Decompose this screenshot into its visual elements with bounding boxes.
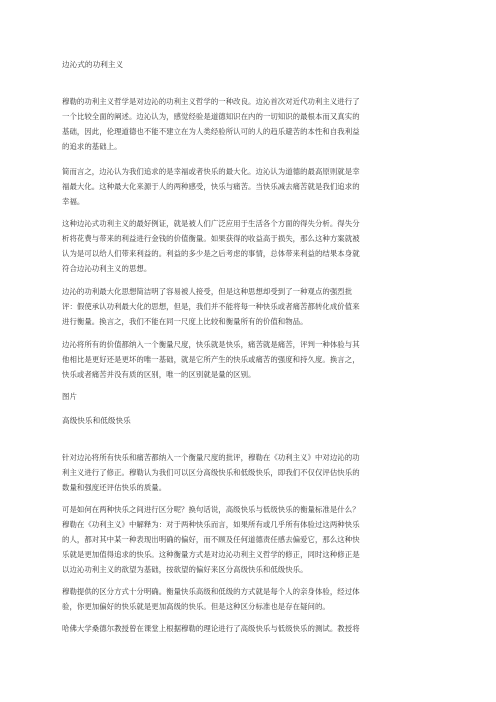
paragraph-line: 验，你更加偏好的快乐就是更加高级的快乐。但是这种区分标准也是存在疑问的。	[62, 602, 330, 611]
section-heading: 高级快乐和低级快乐	[62, 416, 131, 425]
paragraph-line: 针对边沁将所有快乐和痛苦都纳入一个衡量尺度的批评，穆勒在《功利主义》中对边沁的功	[62, 453, 360, 462]
paragraph-line: 穆勒在《功利主义》中解释为：对于两种快乐而言，如果所有或几乎所有体验过这两种快乐	[62, 520, 360, 529]
paragraph-line: 利主义进行了修正。穆勒认为我们可以区分高级快乐和低级快乐，即我们不仅仅评估快乐的	[62, 468, 360, 477]
paragraph-line: 穆勒的功利主义哲学是对边沁的功利主义哲学的一种改良。边沁首次对近代功利主义进行了	[62, 97, 360, 106]
paragraph-line: 哈佛大学桑德尔教授曾在课堂上根据穆勒的理论进行了高级快乐与低级快乐的测试。教授将	[62, 624, 360, 633]
paragraph-line: 的人，都对其中某一种表现出明确的偏好，而不顾及任何道德责任感去偏爱它，那么这种快	[62, 535, 360, 544]
paragraph-line: 福最大化。这种最大化来源于人的两种感受，快乐与痛苦。当快乐减去痛苦就是我们追求的	[62, 182, 360, 191]
paragraph-line: 快乐或者痛苦并没有质的区别，唯一的区别就是量的区别。	[62, 370, 256, 379]
paragraph-line: 以边沁功利主义的欲望为基础，按欲望的偏好来区分高级快乐和低级快乐。	[62, 565, 308, 574]
paragraph-line: 乐就是更加值得追求的快乐。这种衡量方式是对边沁功利主义哲学的修正，同时这种修正是	[62, 550, 360, 559]
paragraph-line: 边沁将所有的价值都纳入一个衡量尺度，快乐就是快乐，痛苦就是痛苦，评判一种体验与其	[62, 340, 360, 349]
paragraph-line: 进行衡量。换言之，我们不能在同一尺度上比较和衡量所有的价值和物品。	[62, 317, 308, 326]
paragraph-line: 可是如何在两种快乐之间进行区分呢？换句话说，高级快乐与低级快乐的衡量标准是什么？	[62, 505, 360, 514]
paragraph-line: 这种边沁式功利主义的最好例证，就是被人们广泛应用于生活各个方面的得失分析。得失分	[62, 219, 360, 228]
image-placeholder-label: 图片	[62, 392, 77, 401]
paragraph-line: 边沁的功利最大化思想简洁明了容易被人接受，但是这种思想却受到了一种观点的强烈批	[62, 287, 353, 296]
paragraph-line: 认为是可以给人们带来利益的。利益的多少是之后考虑的事情，总体带来利益的结果本身就	[62, 249, 360, 258]
paragraph-line: 评：假使承认功利最大化的思想，但是，我们并不能将每一种快乐或者痛苦都转化成价值来	[62, 302, 360, 311]
paragraph-line: 符合边沁功利主义的思想。	[62, 264, 152, 273]
paragraph-line: 数量和强度还评估快乐的质量。	[62, 483, 167, 492]
paragraph-line: 简而言之，边沁认为我们追求的是幸福或者快乐的最大化。边沁认为道德的最高原则就是幸	[62, 167, 360, 176]
paragraph-line: 基础，因此，伦理道德也不能不建立在为人类经验所认可的人的趋乐避苦的本性和自我利益	[62, 127, 360, 136]
document-title: 边沁式的功利主义	[62, 60, 124, 69]
paragraph-line: 的追求的基础上。	[62, 142, 122, 151]
paragraph-line: 一个比较全面的阐述。边沁认为，感觉经验是道德知识在内的一切知识的最根本而又真实的	[62, 112, 360, 121]
paragraph-line: 幸福。	[62, 197, 85, 206]
paragraph-line: 穆勒提供的区分方式十分明确。衡量快乐高级和低级的方式就是每个人的亲身体验，经过体	[62, 587, 360, 596]
paragraph-line: 他相比是更好还是更坏的唯一基础，就是它所产生的快乐或痛苦的强度和持久度。换言之，	[62, 355, 360, 364]
paragraph-line: 析将花费与带来的利益进行金钱的价值衡量。如果获得的收益高于损失，那么这种方案就被	[62, 234, 360, 243]
